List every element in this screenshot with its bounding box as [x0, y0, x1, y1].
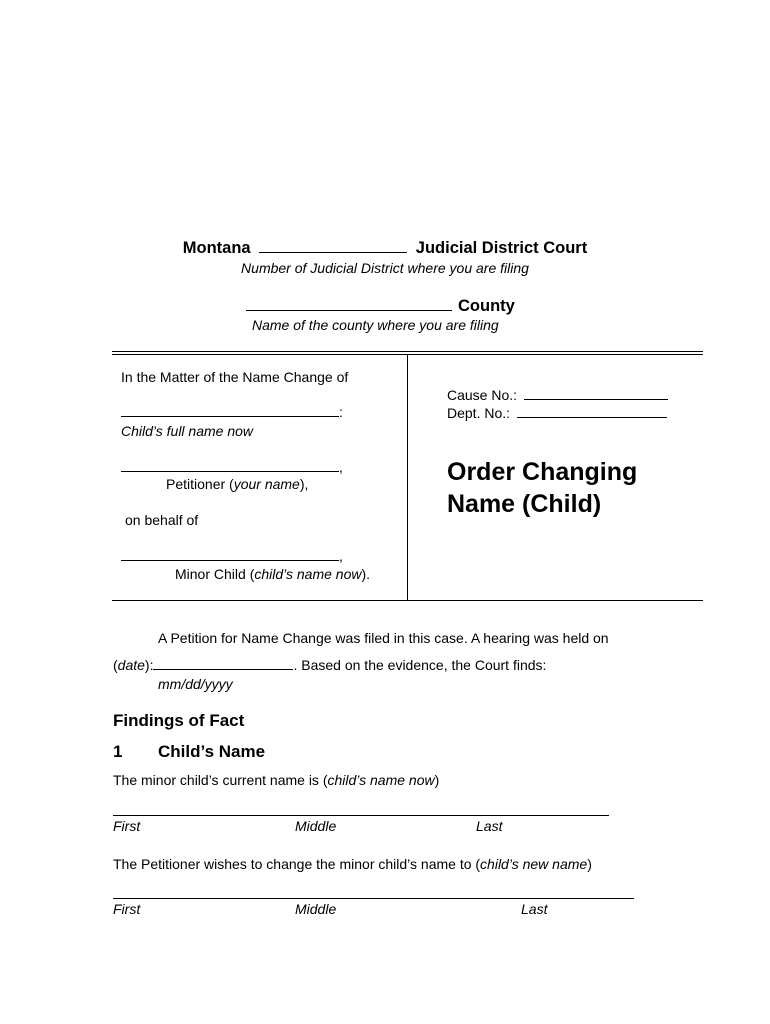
on-behalf-text: on behalf of [125, 512, 199, 528]
date-format-hint: mm/dd/yyyy [158, 676, 233, 692]
current-first-label: First [113, 818, 141, 834]
minor-child-name-field[interactable] [121, 548, 339, 561]
new-name-text: The Petitioner wishes to change the minor child’s name to (child’s new name) [113, 856, 592, 872]
caption-bottom-rule [112, 600, 703, 601]
petition-text: A Petition for Name Change was filed in this case. A hearing was held on [158, 630, 609, 646]
minor-name-row [121, 548, 343, 564]
court-heading [0, 238, 770, 258]
current-middle-label: Middle [295, 818, 337, 834]
new-middle-label: Middle [295, 901, 337, 917]
in-matter-text: In the Matter of the Name Change of [121, 369, 349, 385]
based-text: . Based on the evidence, the Court finds: [293, 657, 547, 673]
petitioner-name-row [121, 459, 343, 475]
district-hint: Number of Judicial District where you are filing [241, 260, 529, 276]
cause-no-label: Cause No.: [447, 387, 518, 403]
dept-number-field[interactable] [517, 405, 667, 418]
new-last-label: Last [521, 901, 548, 917]
hearing-date-row: (date): . Based on the evidence, the Court finds: [113, 657, 547, 673]
child-full-name-field[interactable] [121, 404, 339, 417]
minor-child-label: Minor Child (child’s name now). [175, 566, 371, 582]
county-name-field[interactable] [246, 296, 452, 311]
child-name-row [121, 404, 343, 420]
district-number-field[interactable] [259, 238, 407, 253]
comma: , [339, 548, 343, 564]
cause-number-row [447, 387, 668, 403]
colon: : [339, 404, 343, 420]
order-title: Order Changing Name (Child) [447, 458, 638, 518]
current-name-field[interactable] [113, 815, 609, 816]
dept-no-label: Dept. No.: [447, 405, 511, 421]
county-label: County [458, 297, 515, 315]
new-name-field[interactable] [113, 898, 634, 899]
caption-divider [407, 354, 408, 601]
petitioner-name-field[interactable] [121, 459, 339, 472]
child-name-hint: Child’s full name now [121, 423, 254, 439]
cause-number-field[interactable] [524, 387, 668, 400]
county-heading [246, 296, 515, 316]
new-first-label: First [113, 901, 141, 917]
findings-heading: Findings of Fact [113, 711, 245, 730]
county-hint: Name of the county where you are filing [252, 317, 499, 333]
comma: , [339, 459, 343, 475]
state-name: Montana [182, 239, 251, 257]
petitioner-label: Petitioner (your name), [166, 476, 309, 492]
court-name: Judicial District Court [415, 239, 588, 257]
current-name-text: The minor child’s current name is (child’s name now) [113, 772, 440, 788]
hearing-date-field[interactable] [153, 657, 293, 670]
current-last-label: Last [476, 818, 503, 834]
dept-number-row [447, 405, 667, 421]
section-number: 1 [113, 742, 123, 761]
section-title: Child’s Name [158, 742, 266, 761]
